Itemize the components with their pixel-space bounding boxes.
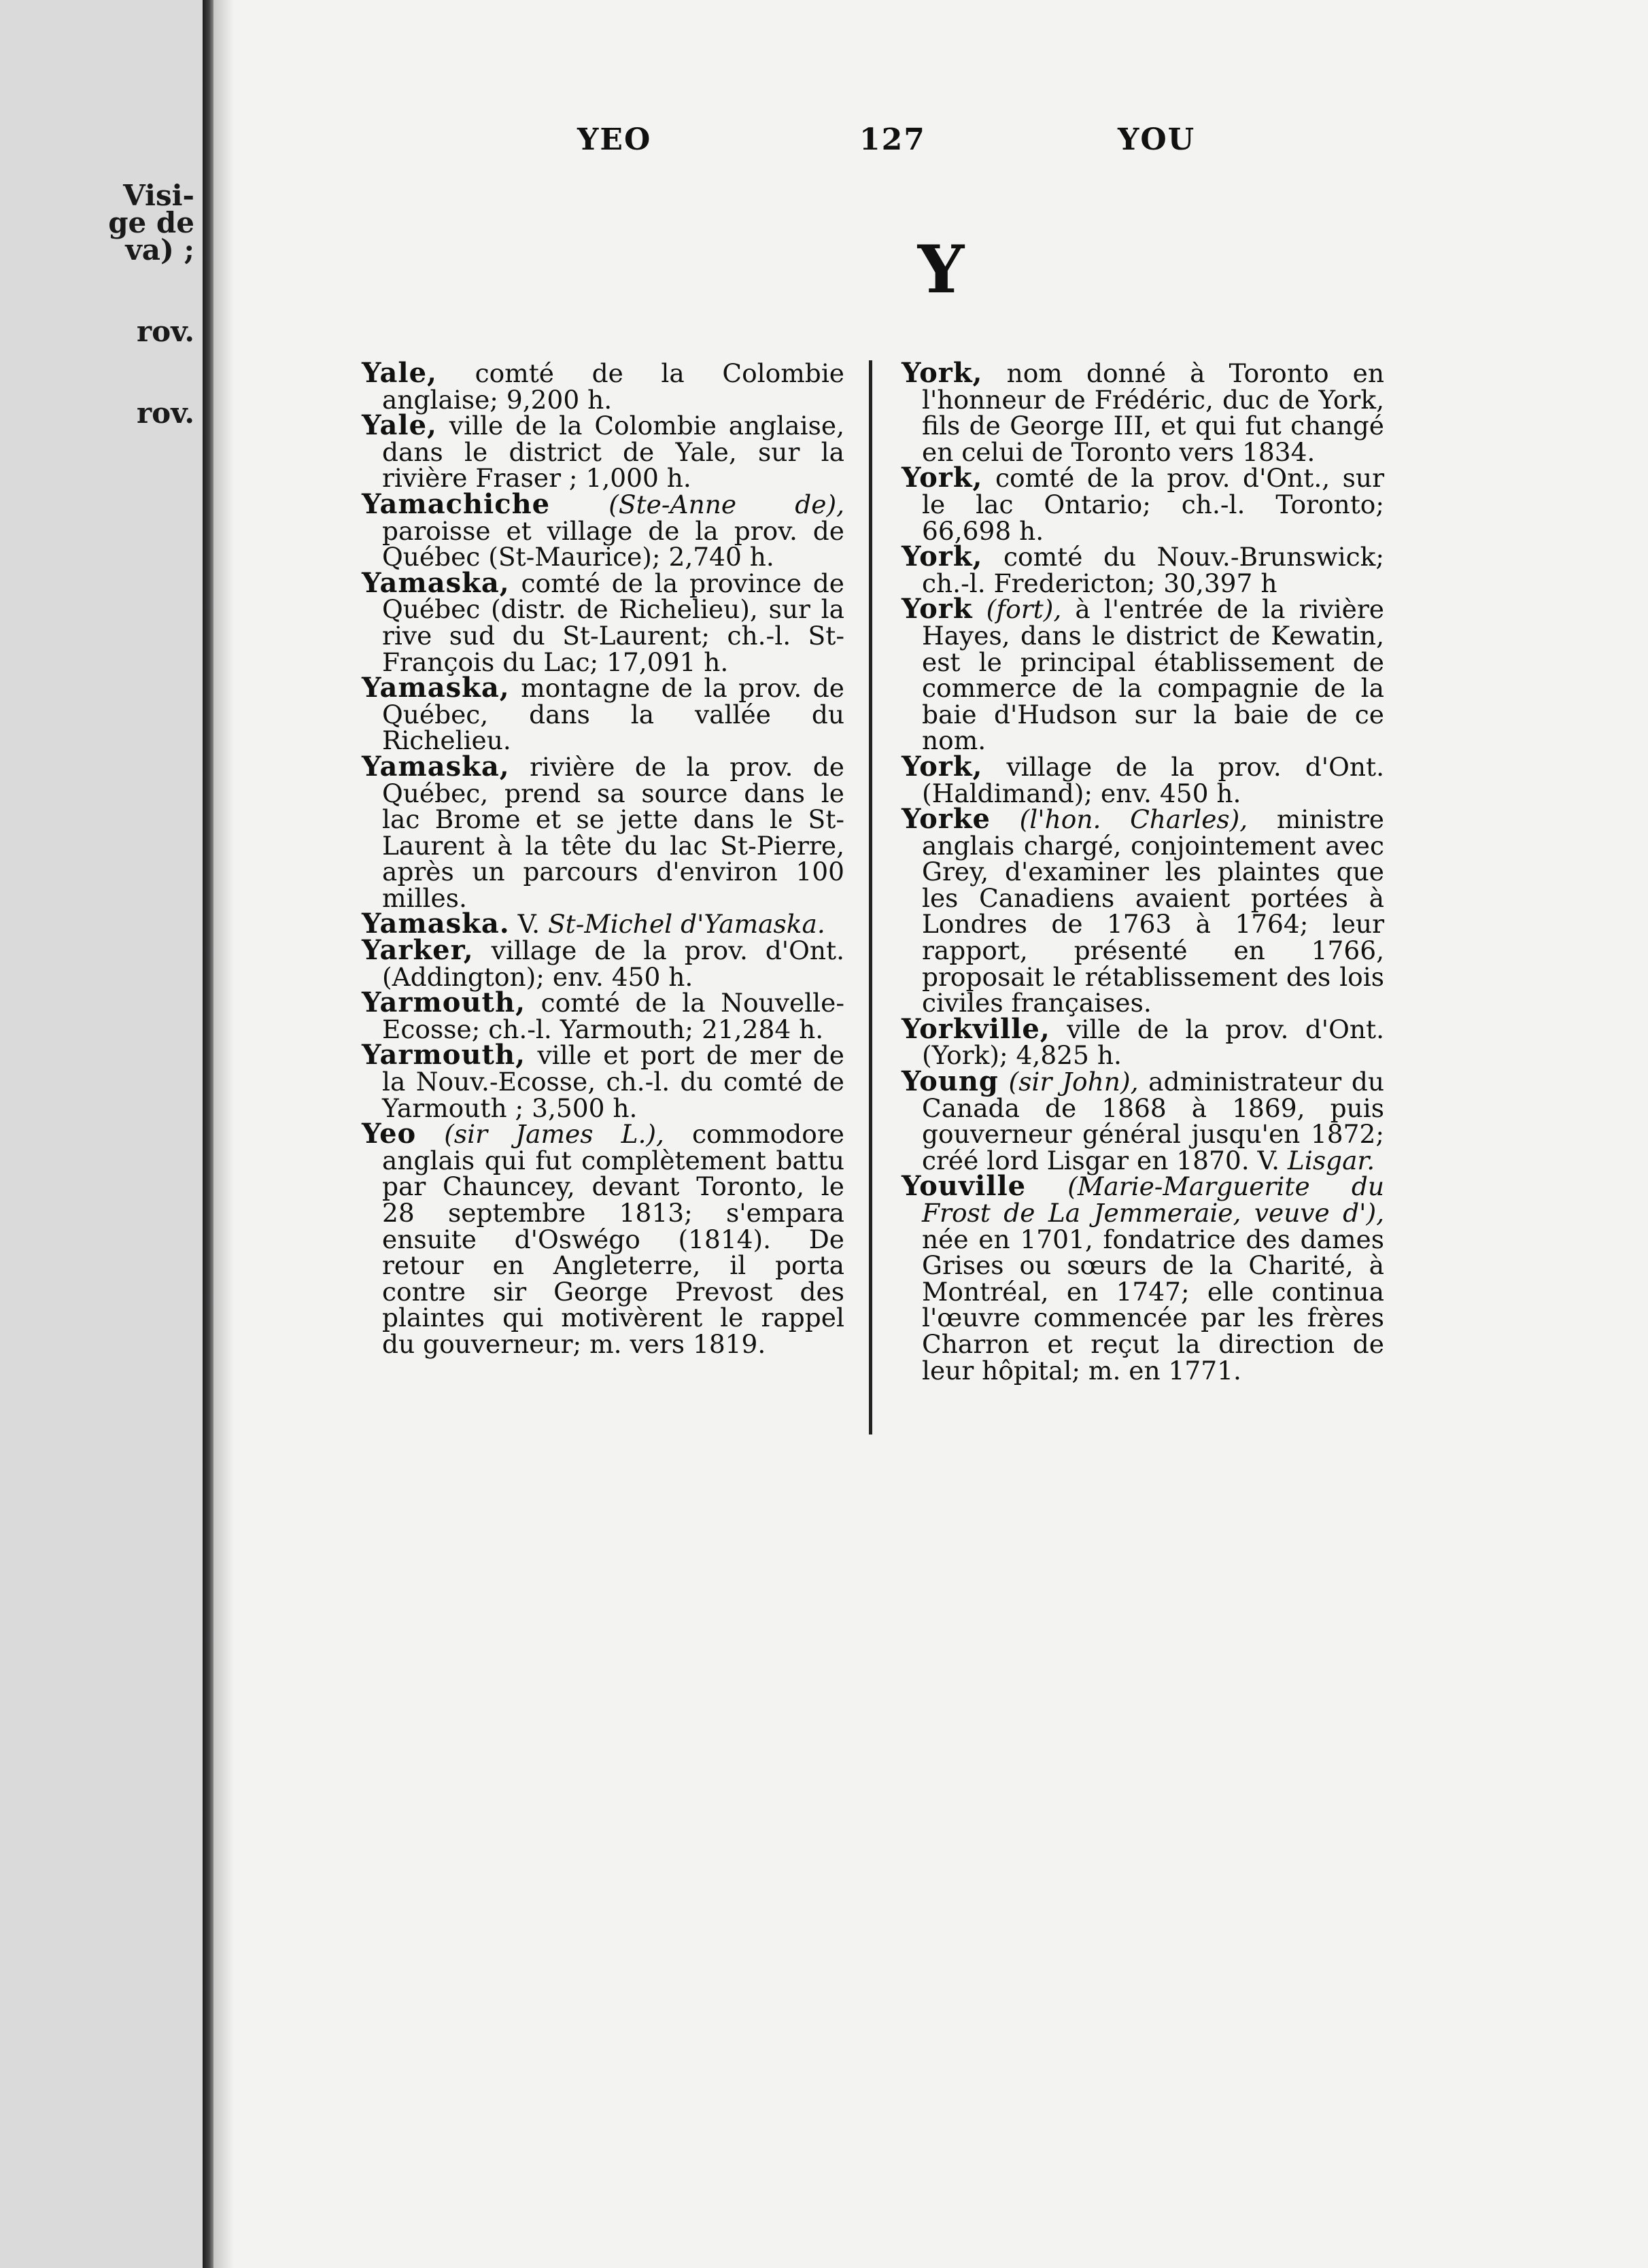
entry-headword: Yamaska, xyxy=(362,566,510,599)
entry-headword: Yorke xyxy=(902,803,991,836)
entry-headword: Yamaska. xyxy=(362,908,510,940)
entry-definition: comté de la Nouvelle-Ecosse; ch.-l. Yarmouth; 21,284 h. xyxy=(382,988,844,1044)
entry-headword: Yeo xyxy=(362,1118,417,1150)
prev-page-fragment: rov. xyxy=(137,396,194,430)
entry-qualifier: (fort), xyxy=(972,594,1062,625)
entry-definition: rivière de la prov. de Québec, prend sa source dans le lac Brome et se jette dans le St-Laurent à la tête du lac St-Pierre, après un parcours d'environ 100 milles. xyxy=(382,751,844,913)
entry-definition: ville de la Colombie anglaise, dans le district de Yale, sur la rivière Fraser ; 1,000 h. xyxy=(382,411,844,494)
dictionary-entry xyxy=(902,1065,1384,1175)
entry-definition: paroisse et village de la prov. de Québec (St-Maurice); 2,740 h. xyxy=(382,515,844,572)
running-header xyxy=(213,122,1648,163)
entry-headword: York, xyxy=(902,750,983,783)
entry-headword: Yarmouth, xyxy=(362,986,526,1019)
entry-definition: ville et port de mer de la Nouv.-Ecosse, ch.-l. du comté de Yarmouth ; 3,500 h. xyxy=(382,1040,844,1123)
entry-qualifier: (Ste-Anne de), xyxy=(550,489,844,519)
prev-page-fragment: rov. xyxy=(137,315,194,348)
dictionary-entry xyxy=(902,540,1384,598)
entry-headword: Yale, xyxy=(362,409,437,442)
dictionary-entry xyxy=(902,1170,1384,1386)
entry-definition: commodore anglais qui fut complètement battu par Chauncey, devant Toronto, le 28 septembre 1813; s'empara ensuite d'Oswégo (1814). De retour en Angleterre, il porta contre sir George Prevost des plaintes qui motivèrent le rappel du gouverneur; m. vers 1819. xyxy=(382,1119,844,1359)
dictionary-entry xyxy=(902,357,1384,467)
header-left-word: YEO xyxy=(577,122,652,157)
dictionary-entry xyxy=(362,1118,844,1359)
prev-page-fragment: ge de xyxy=(108,206,194,239)
entry-definition: née en 1701, fondatrice des dames Grises ou sœurs de la Charité, à Montréal, en 1747; elle continua l'œuvre commencée par les frères Charron et reçut la direction de leur hôpital; m. en 1771. xyxy=(922,1224,1384,1386)
entry-definition: ministre anglais chargé, conjointement avec Grey, d'examiner les plaintes que les Canadiens avaient portées à Londres de 1763 à 1764; leur rapport, présenté en 1766, proposait le rétablissement des lois civiles françaises. xyxy=(922,804,1384,1018)
entry-headword: Youville xyxy=(902,1170,1027,1203)
dictionary-entry xyxy=(362,409,844,494)
entry-headword: York, xyxy=(902,357,983,389)
entry-qualifier: (sir James L.), xyxy=(416,1119,664,1150)
section-letter: Y xyxy=(917,231,965,308)
book-spine xyxy=(203,0,213,2268)
dictionary-entry xyxy=(362,986,844,1044)
entry-definition: administrateur du Canada de 1868 à 1869, puis gouverneur général jusqu'en 1872; créé lord Lisgar en 1870. V. xyxy=(922,1067,1384,1175)
dictionary-entry xyxy=(362,934,844,992)
dictionary-entry xyxy=(902,462,1384,546)
right-column xyxy=(902,357,1384,1386)
entry-definition: V. xyxy=(509,909,548,940)
entry-qualifier: (sir John), xyxy=(998,1067,1139,1097)
entry-headword: Yorkville, xyxy=(902,1012,1050,1045)
entry-headword: Yarker, xyxy=(362,934,474,967)
column-divider xyxy=(869,360,872,1434)
entry-headword: York, xyxy=(902,462,983,494)
dictionary-entry xyxy=(902,593,1384,756)
entry-definition: comté de la prov. d'Ont., sur le lac Ontario; ch.-l. Toronto; 66,698 h. xyxy=(922,463,1384,546)
entry-definition: nom donné à Toronto en l'honneur de Frédéric, duc de York, fils de George III, et qui fut changé en celui de Toronto vers 1834. xyxy=(922,358,1384,467)
dictionary-entry xyxy=(362,566,844,677)
entry-headword: Young xyxy=(902,1065,999,1098)
entry-qualifier: (Marie-Marguerite du Frost de La Jemmeraie, veuve d'), xyxy=(922,1171,1384,1228)
entry-definition: village de la prov. d'Ont. (Haldimand); env. 450 h. xyxy=(922,751,1384,808)
dictionary-entry xyxy=(902,803,1384,1018)
entry-definition: comté de la province de Québec (distr. de Richelieu), sur la rive sud du St-Laurent; ch.-l. St-François du Lac; 17,091 h. xyxy=(382,568,844,677)
dictionary-entry xyxy=(362,487,844,572)
dictionary-entry xyxy=(362,1039,844,1123)
dictionary-entry xyxy=(362,672,844,756)
entry-headword: Yale, xyxy=(362,357,437,389)
header-right-word: YOU xyxy=(1118,122,1196,157)
dictionary-entry xyxy=(362,750,844,913)
entry-headword: York, xyxy=(902,540,983,573)
entry-definition: village de la prov. d'Ont. (Addington); env. 450 h. xyxy=(382,935,844,992)
previous-page-edge xyxy=(0,0,203,2268)
entry-definition: comté de la Colombie anglaise; 9,200 h. xyxy=(382,358,844,415)
entry-headword: Yamaska, xyxy=(362,750,510,783)
prev-page-fragment: Visi- xyxy=(123,179,194,212)
dictionary-entry xyxy=(362,357,844,415)
left-column xyxy=(362,357,844,1359)
page xyxy=(213,0,1648,2268)
entry-definition: à l'entrée de la rivière Hayes, dans le district de Kewatin, est le principal établissement de commerce de la compagnie de la baie d'Hudson sur la baie de ce nom. xyxy=(922,594,1384,756)
dictionary-entry xyxy=(902,1012,1384,1071)
entry-cross-reference: Lisgar. xyxy=(1287,1145,1375,1175)
dictionary-entry xyxy=(902,750,1384,808)
entry-headword: York xyxy=(902,593,973,625)
entry-headword: Yarmouth, xyxy=(362,1039,526,1071)
entry-definition: comté du Nouv.-Brunswick; ch.-l. Fredericton; 30,397 h xyxy=(922,542,1384,598)
entry-cross-reference: St-Michel d'Yamaska. xyxy=(547,909,825,940)
entry-headword: Yamachiche xyxy=(362,487,551,520)
entry-headword: Yamaska, xyxy=(362,672,510,704)
spine-shadow xyxy=(213,0,234,2268)
prev-page-fragment: va) ; xyxy=(125,233,194,267)
entry-qualifier: (l'hon. Charles), xyxy=(991,804,1248,835)
entry-definition: montagne de la prov. de Québec, dans la vallée du Richelieu. xyxy=(382,673,844,756)
page-number: 127 xyxy=(859,122,926,157)
entry-definition: ville de la prov. d'Ont. (York); 4,825 h. xyxy=(922,1014,1384,1071)
